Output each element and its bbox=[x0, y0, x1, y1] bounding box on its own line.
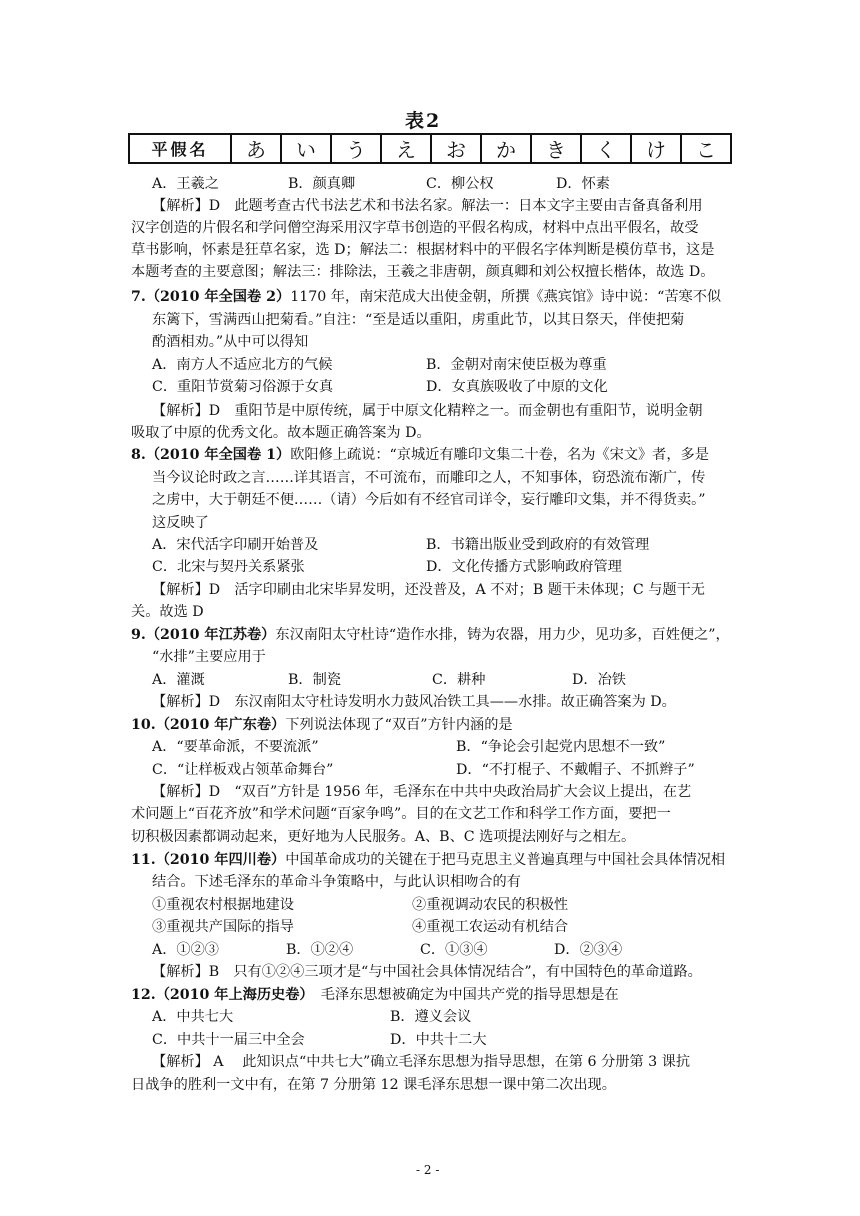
q12-analysis-line: 日战争的胜利一文中有，在第 7 分册第 12 课毛泽东思想一课中第二次出现。 bbox=[131, 1077, 616, 1093]
q11-source: （2010 年四川卷） bbox=[155, 852, 286, 868]
q7-option-d: D．女真族吸收了中原的文化 bbox=[426, 379, 608, 395]
q9-stem-text: 东汉南阳太守杜诗“造作水排，铸为农器，用力少，见功多，百姓便之”， bbox=[275, 627, 730, 643]
q11-item: ④重视工农运动有机结合 bbox=[412, 919, 569, 935]
q10-analysis-line: 术问题上“百花齐放”和学术问题“百家争鸣”。目的在文艺工作和科学工作方面，要把一 bbox=[131, 806, 671, 822]
q11-number: 11. bbox=[131, 852, 156, 868]
q10-option-b: B．“争论会引起党内思想不一致” bbox=[456, 739, 666, 755]
q12-option-b: B．遵义会议 bbox=[390, 1009, 472, 1025]
q10-source: （2010 年广东卷） bbox=[155, 717, 286, 733]
q11-option-a: A．①②③ bbox=[152, 942, 219, 958]
kana-cell: く bbox=[580, 135, 630, 162]
q10-number: 10. bbox=[131, 717, 156, 733]
q10-stem-line bbox=[131, 715, 513, 735]
q11-item: ③重视共产国际的指导 bbox=[152, 919, 294, 935]
q6-option-a: A．王羲之 bbox=[152, 176, 219, 192]
q9-number: 9. bbox=[131, 627, 146, 643]
q6-option-c: C．柳公权 bbox=[426, 176, 494, 192]
q12-number: 12. bbox=[131, 987, 156, 1003]
q11-stem-line bbox=[131, 850, 725, 870]
q10-stem-text: 下列说法体现了“双百”方针内涵的是 bbox=[285, 717, 513, 733]
q8-number: 8. bbox=[131, 447, 146, 463]
q9-option-a: A．灌溉 bbox=[152, 672, 205, 688]
q11-item: ②重视调动农民的积极性 bbox=[412, 897, 569, 913]
q11-option-d: D．②③④ bbox=[554, 942, 623, 958]
q11-option-c: C．①③④ bbox=[420, 942, 488, 958]
kana-cell: う bbox=[330, 135, 380, 162]
q8-stem-line: 之虏中，大于朝廷不便……（请）今后如有不经官司详令，妄行雕印文集，并不得货卖。” bbox=[152, 492, 706, 508]
q8-analysis-line: 关。故选 D bbox=[131, 604, 204, 620]
kana-cell: き bbox=[530, 135, 580, 162]
q12-source: （2010 年上海历史卷） bbox=[155, 987, 307, 1003]
q12-option-d: D．中共十二大 bbox=[390, 1032, 487, 1048]
q8-analysis-line: 【解析】D 活字印刷由北宋毕昇发明，还没普及，A 不对；B 题干未体现；C 与题干无 bbox=[152, 582, 705, 598]
kana-cell: こ bbox=[680, 135, 730, 162]
q7-analysis-line: 【解析】D 重阳节是中原传统，属于中原文化精粹之一。而金朝也有重阳节，说明金朝 bbox=[152, 403, 703, 419]
q6-analysis-line: 本题考查的主要意图；解法三：排除法，王羲之非唐朝，颜真卿和刘公权擅长楷体，故选 D。 bbox=[131, 264, 715, 280]
q10-option-c: C．“让样板戏占领革命舞台” bbox=[152, 762, 334, 778]
q12-analysis-line: 【解析】 A 此知识点“中共七大”确立毛泽东思想为指导思想，在第 6 分册第 3 课抗 bbox=[152, 1054, 691, 1070]
q7-stem-text: 1170 年，南宋范成大出使金朝，所撰《燕宾馆》诗中说：“苦寒不似 bbox=[290, 289, 722, 305]
q11-analysis-line: 【解析】B 只有①②④三项才是“与中国社会具体情况结合”，有中国特色的革命道路。 bbox=[152, 964, 702, 980]
q7-option-c: C．重阳节赏菊习俗源于女真 bbox=[152, 379, 334, 395]
q6-analysis-line: 草书影响，怀素是狂草名家，选 D；解法二：根据材料中的平假名字体判断是模仿草书，这是 bbox=[131, 242, 715, 258]
q9-option-c: C．耕种 bbox=[432, 672, 486, 688]
q8-stem-line bbox=[131, 445, 709, 465]
q9-analysis-line: 【解析】D 东汉南阳太守杜诗发明水力鼓风冶铁工具——水排。故正确答案为 D。 bbox=[152, 694, 676, 710]
q11-item: ①重视农村根据地建设 bbox=[152, 897, 294, 913]
kana-cell: え bbox=[380, 135, 430, 162]
q6-analysis-line: 【解析】D 此题考查古代书法艺术和书法名家。解法一：日本文字主要由吉备真备利用 bbox=[152, 198, 703, 214]
q11-stem-line: 结合。下述毛泽东的革命斗争策略中，与此认识相吻合的有 bbox=[152, 874, 521, 890]
q11-option-b: B．①②④ bbox=[286, 942, 354, 958]
q7-analysis-line: 吸取了中原的优秀文化。故本题正确答案为 D。 bbox=[131, 425, 431, 441]
q7-stem-line: 酌酒相劝。”从中可以得知 bbox=[152, 334, 309, 350]
q7-stem-line bbox=[131, 287, 721, 307]
table-title: 表2 bbox=[405, 110, 442, 132]
q10-option-a: A．“要革命派，不要流派” bbox=[152, 739, 319, 755]
q12-option-c: C．中共十一届三中全会 bbox=[152, 1032, 305, 1048]
q7-option-a: A．南方人不适应北方的气候 bbox=[152, 357, 333, 373]
q8-option-a: A．宋代活字印刷开始普及 bbox=[152, 537, 319, 553]
q10-analysis-line: 切积极因素都调动起来，更好地为人民服务。A、B、C 选项提法刚好与之相左。 bbox=[131, 829, 636, 845]
q10-analysis-line: 【解析】D “双百”方针是 1956 年，毛泽东在中共中央政治局扩大会议上提出，在艺 bbox=[152, 784, 692, 800]
q12-option-a: A．中共七大 bbox=[152, 1009, 234, 1025]
q8-option-b: B．书籍出版业受到政府的有效管理 bbox=[426, 537, 650, 553]
page-number: - 2 - bbox=[416, 1163, 440, 1177]
q9-source: （2010 年江苏卷） bbox=[145, 627, 276, 643]
q9-option-b: B．制瓷 bbox=[288, 672, 341, 688]
q7-option-b: B．金朝对南宋使臣极为尊重 bbox=[426, 357, 607, 373]
q9-option-d: D．冶铁 bbox=[572, 672, 626, 688]
q7-stem-line: 东篱下，雪满西山把菊看。”自注：“至是适以重阳，虏重此节，以其日祭天，伴使把菊 bbox=[152, 312, 685, 328]
q8-stem-line: 当今议论时政之言……详其语言，不可流布，而雕印之人，不知事体，窃恐流布渐广，传 bbox=[152, 470, 706, 486]
q6-analysis-line: 汉字创造的片假名和学问僧空海采用汉字草书创造的平假名构成，材料中点出平假名，故受 bbox=[131, 220, 699, 236]
q12-stem-text: 毛泽东思想被确定为中国共产党的指导思想是在 bbox=[306, 987, 619, 1003]
q7-source: （2010 年全国卷 2） bbox=[145, 289, 291, 305]
q8-stem-line: 这反映了 bbox=[152, 515, 209, 531]
q8-option-d: D．文化传播方式影响政府管理 bbox=[426, 559, 622, 575]
kana-cell: か bbox=[480, 135, 530, 162]
q7-number: 7. bbox=[131, 289, 146, 305]
q6-option-b: B．颜真卿 bbox=[288, 176, 356, 192]
q8-stem-text: 欧阳修上疏说：“京城近有雕印文集二十卷，名为《宋文》者，多是 bbox=[290, 447, 709, 463]
q8-source: （2010 年全国卷 1） bbox=[145, 447, 291, 463]
q9-stem-line: “水排”主要应用于 bbox=[152, 649, 266, 665]
q11-stem-text: 中国革命成功的关键在于把马克思主义普遍真理与中国社会具体情况相 bbox=[285, 852, 726, 868]
kana-cell: お bbox=[430, 135, 480, 162]
q6-option-d: D．怀素 bbox=[556, 176, 610, 192]
q12-stem-line bbox=[131, 985, 619, 1005]
kana-cell: け bbox=[630, 135, 680, 162]
kana-table bbox=[128, 133, 732, 164]
kana-cell: あ bbox=[230, 135, 280, 162]
q9-stem-line bbox=[131, 625, 730, 645]
kana-cell: い bbox=[280, 135, 330, 162]
q10-option-d: D．“不打棍子、不戴帽子、不抓辫子” bbox=[456, 762, 695, 778]
kana-table-header: 平假名 bbox=[151, 140, 209, 159]
q8-option-c: C．北宋与契丹关系紧张 bbox=[152, 559, 305, 575]
